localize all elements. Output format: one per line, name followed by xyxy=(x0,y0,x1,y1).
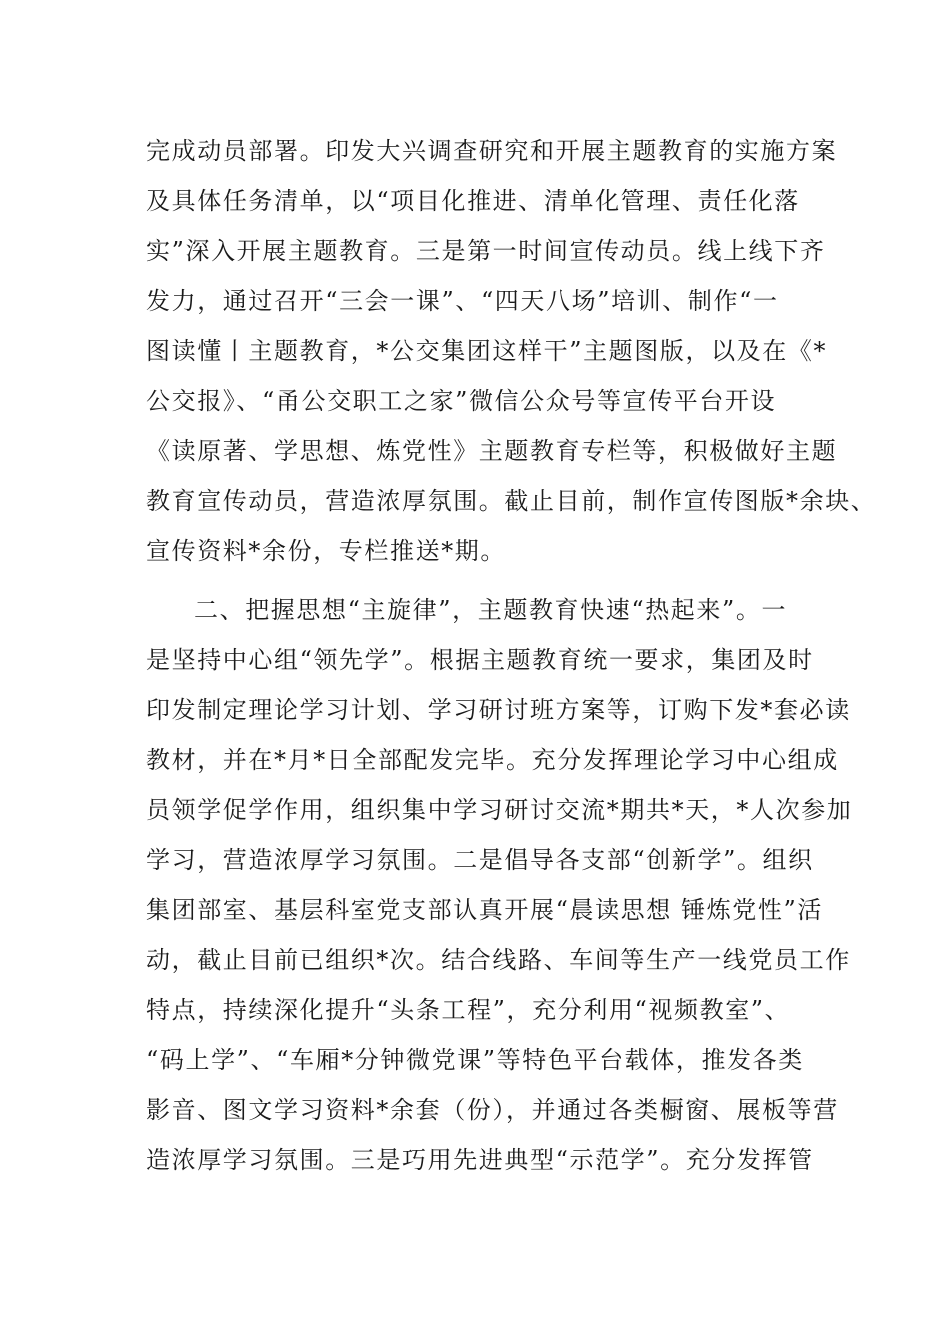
text-line: “码上学”、“车厢*分钟微党课”等特色平台载体，推发各类 xyxy=(146,1046,804,1074)
text-line: 教育宣传动员，营造浓厚氛围。截止目前，制作宣传图版*余块、 xyxy=(146,487,877,515)
text-line: 特点，持续深化提升“头条工程”，充分利用“视频教室”、 xyxy=(146,996,791,1024)
text-line: 宣传资料*余份，专栏推送*期。 xyxy=(146,537,506,565)
text-line: 实”深入开展主题教育。三是第一时间宣传动员。线上线下齐 xyxy=(146,237,826,265)
text-line: 印发制定理论学习计划、学习研讨班方案等，订购下发*套必读 xyxy=(146,696,851,724)
text-line: 学习，营造浓厚学习氛围。二是倡导各支部“创新学”。组织 xyxy=(146,846,814,874)
text-line: 及具体任务清单，以“项目化推进、清单化管理、责任化落 xyxy=(146,187,800,215)
text-line: 公交报》、“甬公交职工之家”微信公众号等宣传平台开设 xyxy=(146,387,777,415)
text-line: 员领学促学作用，组织集中学习研讨交流*期共*天，*人次参加 xyxy=(146,796,853,824)
text-line: 发力，通过召开“三会一课”、“四天八场”培训、制作“一 xyxy=(146,287,779,315)
paragraph-heading-line: 二、把握思想“主旋律”，主题教育快速“热起来”。一 xyxy=(194,596,788,624)
text-line: 教材，并在*月*日全部配发完毕。充分发挥理论学习中心组成 xyxy=(146,746,839,774)
text-line: 集团部室、基层科室党支部认真开展“晨读思想 锤炼党性”活 xyxy=(146,896,823,924)
text-line: 影音、图文学习资料*余套（份），并通过各类橱窗、展板等营 xyxy=(146,1096,839,1124)
text-line: 《读原著、学思想、炼党性》主题教育专栏等，积极做好主题 xyxy=(146,437,838,465)
text-line: 完成动员部署。印发大兴调查研究和开展主题教育的实施方案 xyxy=(146,137,838,165)
text-line: 图读懂丨主题教育，*公交集团这样干”主题图版，以及在《* xyxy=(146,337,828,365)
text-line: 是坚持中心组“领先学”。根据主题教育统一要求，集团及时 xyxy=(146,646,814,674)
text-line: 造浓厚学习氛围。三是巧用先进典型“示范学”。充分发挥管 xyxy=(146,1146,814,1174)
text-line: 动，截止目前已组织*次。结合线路、车间等生产一线党员工作 xyxy=(146,946,851,974)
